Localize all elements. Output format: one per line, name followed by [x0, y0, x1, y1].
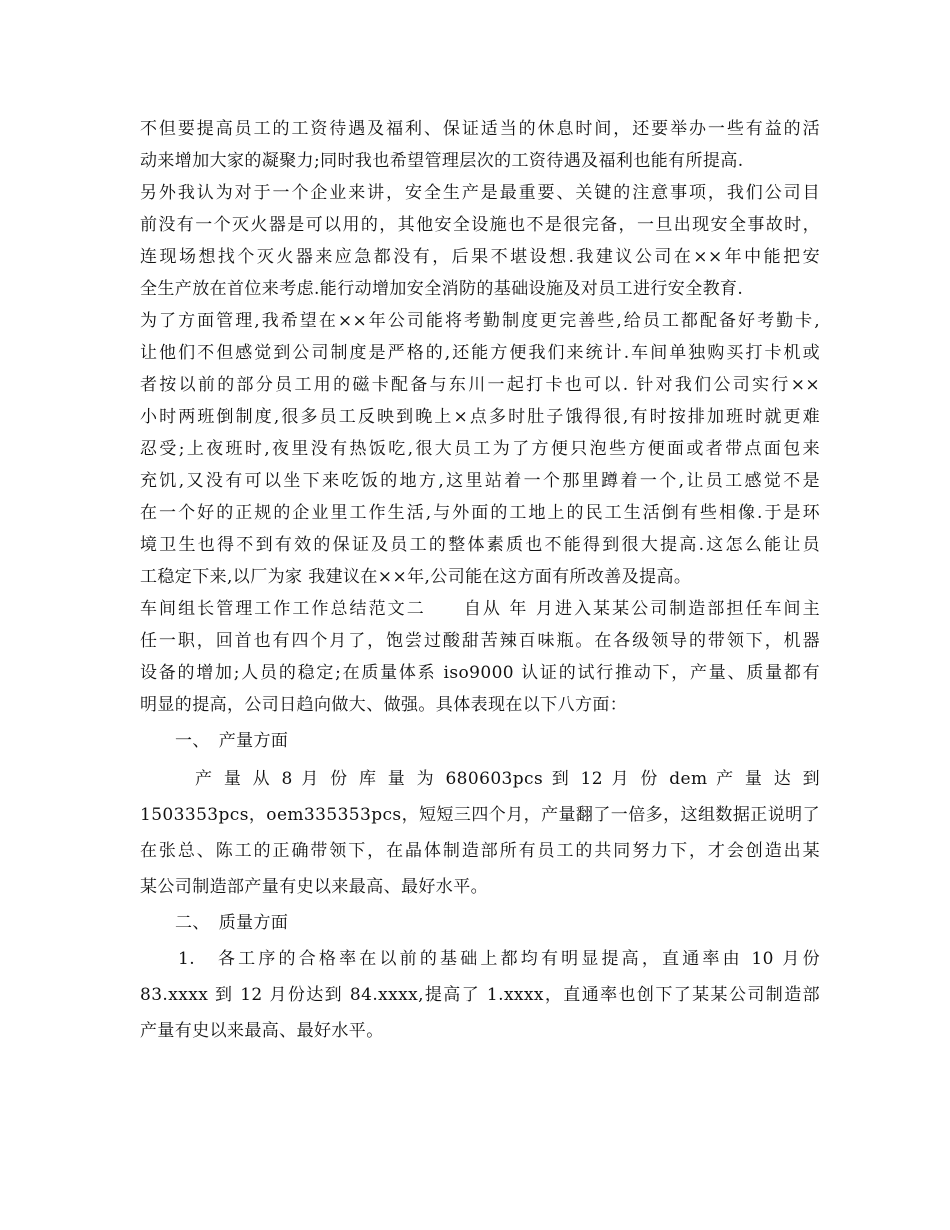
body-text-line: 前没有一个灭火器是可以用的，其他安全设施也不是很完备，一旦出现安全事故时，	[140, 215, 820, 235]
body-text-line: 1. 各工序的合格率在以前的基础上都均有明显提高，直通率由 10 月份	[178, 949, 820, 969]
body-text-line: 充饥,又没有可以坐下来吃饭的地方,这里站着一个那里蹲着一个,让员工感觉不是	[140, 471, 820, 491]
body-text-line: 产 量 从 8 月 份 库 量 为 680603pcs 到 12 月 份 dem 产 量 达 到	[195, 769, 820, 789]
body-text-line: 任一职，回首也有四个月了，饱尝过酸甜苦辣百味瓶。在各级领导的带领下，机器	[140, 631, 820, 651]
body-text-line: 小时两班倒制度,很多员工反映到晚上×点多时肚子饿得很,有时按排加班时就更难	[140, 407, 820, 427]
body-text-line: 动来增加大家的凝聚力;同时我也希望管理层次的工资待遇及福利也能有所提高.	[140, 151, 744, 171]
body-text-line: 连现场想找个灭火器来应急都没有，后果不堪设想.我建议公司在××年中能把安	[140, 247, 820, 267]
body-text-line: 83.xxxx 到 12 月份达到 84.xxxx,提高了 1.xxxx，直通率也创下了某某公司制造部	[140, 985, 820, 1005]
body-text-line: 明显的提高，公司日趋向做大、做强。具体表现在以下八方面：	[140, 695, 628, 715]
body-text-line: 让他们不但感觉到公司制度是严格的,还能方便我们来统计.车间单独购买打卡机或	[140, 343, 820, 363]
body-text-line: 设备的增加;人员的稳定;在质量体系 iso9000 认证的试行推动下，产量、质量都有	[140, 663, 820, 683]
subheading-quality: 二、 质量方面	[175, 913, 289, 933]
body-text-line: 在张总、陈工的正确带领下，在晶体制造部所有员工的共同努力下，才会创造出某	[140, 841, 820, 861]
subheading-output: 一、 产量方面	[175, 731, 289, 751]
body-text-line: 不但要提高员工的工资待遇及福利、保证适当的休息时间，还要举办一些有益的活	[140, 119, 820, 139]
body-text-line: 为了方面管理,我希望在××年公司能将考勤制度更完善些,给员工都配备好考勤卡,	[140, 311, 820, 331]
body-text-line: 工稳定下来,以厂为家 我建议在××年,公司能在这方面有所改善及提高。	[140, 567, 692, 587]
section-title-line: 车间组长管理工作工作总结范文二 自从 年 月进入某某公司制造部担任车间主	[140, 599, 820, 619]
body-text-line: 在一个好的正规的企业里工作生活,与外面的工地上的民工生活倒有些相像.于是环	[140, 503, 820, 523]
body-text-line: 境卫生也得不到有效的保证及员工的整体素质也不能得到很大提高.这怎么能让员	[140, 535, 820, 555]
body-text-line: 产量有史以来最高、最好水平。	[140, 1021, 384, 1041]
body-text-line: 忍受;上夜班时,夜里没有热饭吃,很大员工为了方便只泡些方便面或者带点面包来	[140, 439, 820, 459]
body-text-line: 某公司制造部产量有史以来最高、最好水平。	[140, 877, 488, 897]
body-text-line: 1503353pcs，oem335353pcs，短短三四个月，产量翻了一倍多，这组数据正说明了	[140, 805, 820, 825]
body-text-line: 者按以前的部分员工用的磁卡配备与东川一起打卡也可以. 针对我们公司实行××	[140, 375, 820, 395]
body-text-line: 全生产放在首位来考虑.能行动增加安全消防的基础设施及对员工进行安全教育.	[140, 279, 744, 299]
body-text-line: 另外我认为对于一个企业来讲，安全生产是最重要、关键的注意事项，我们公司目	[140, 183, 820, 203]
